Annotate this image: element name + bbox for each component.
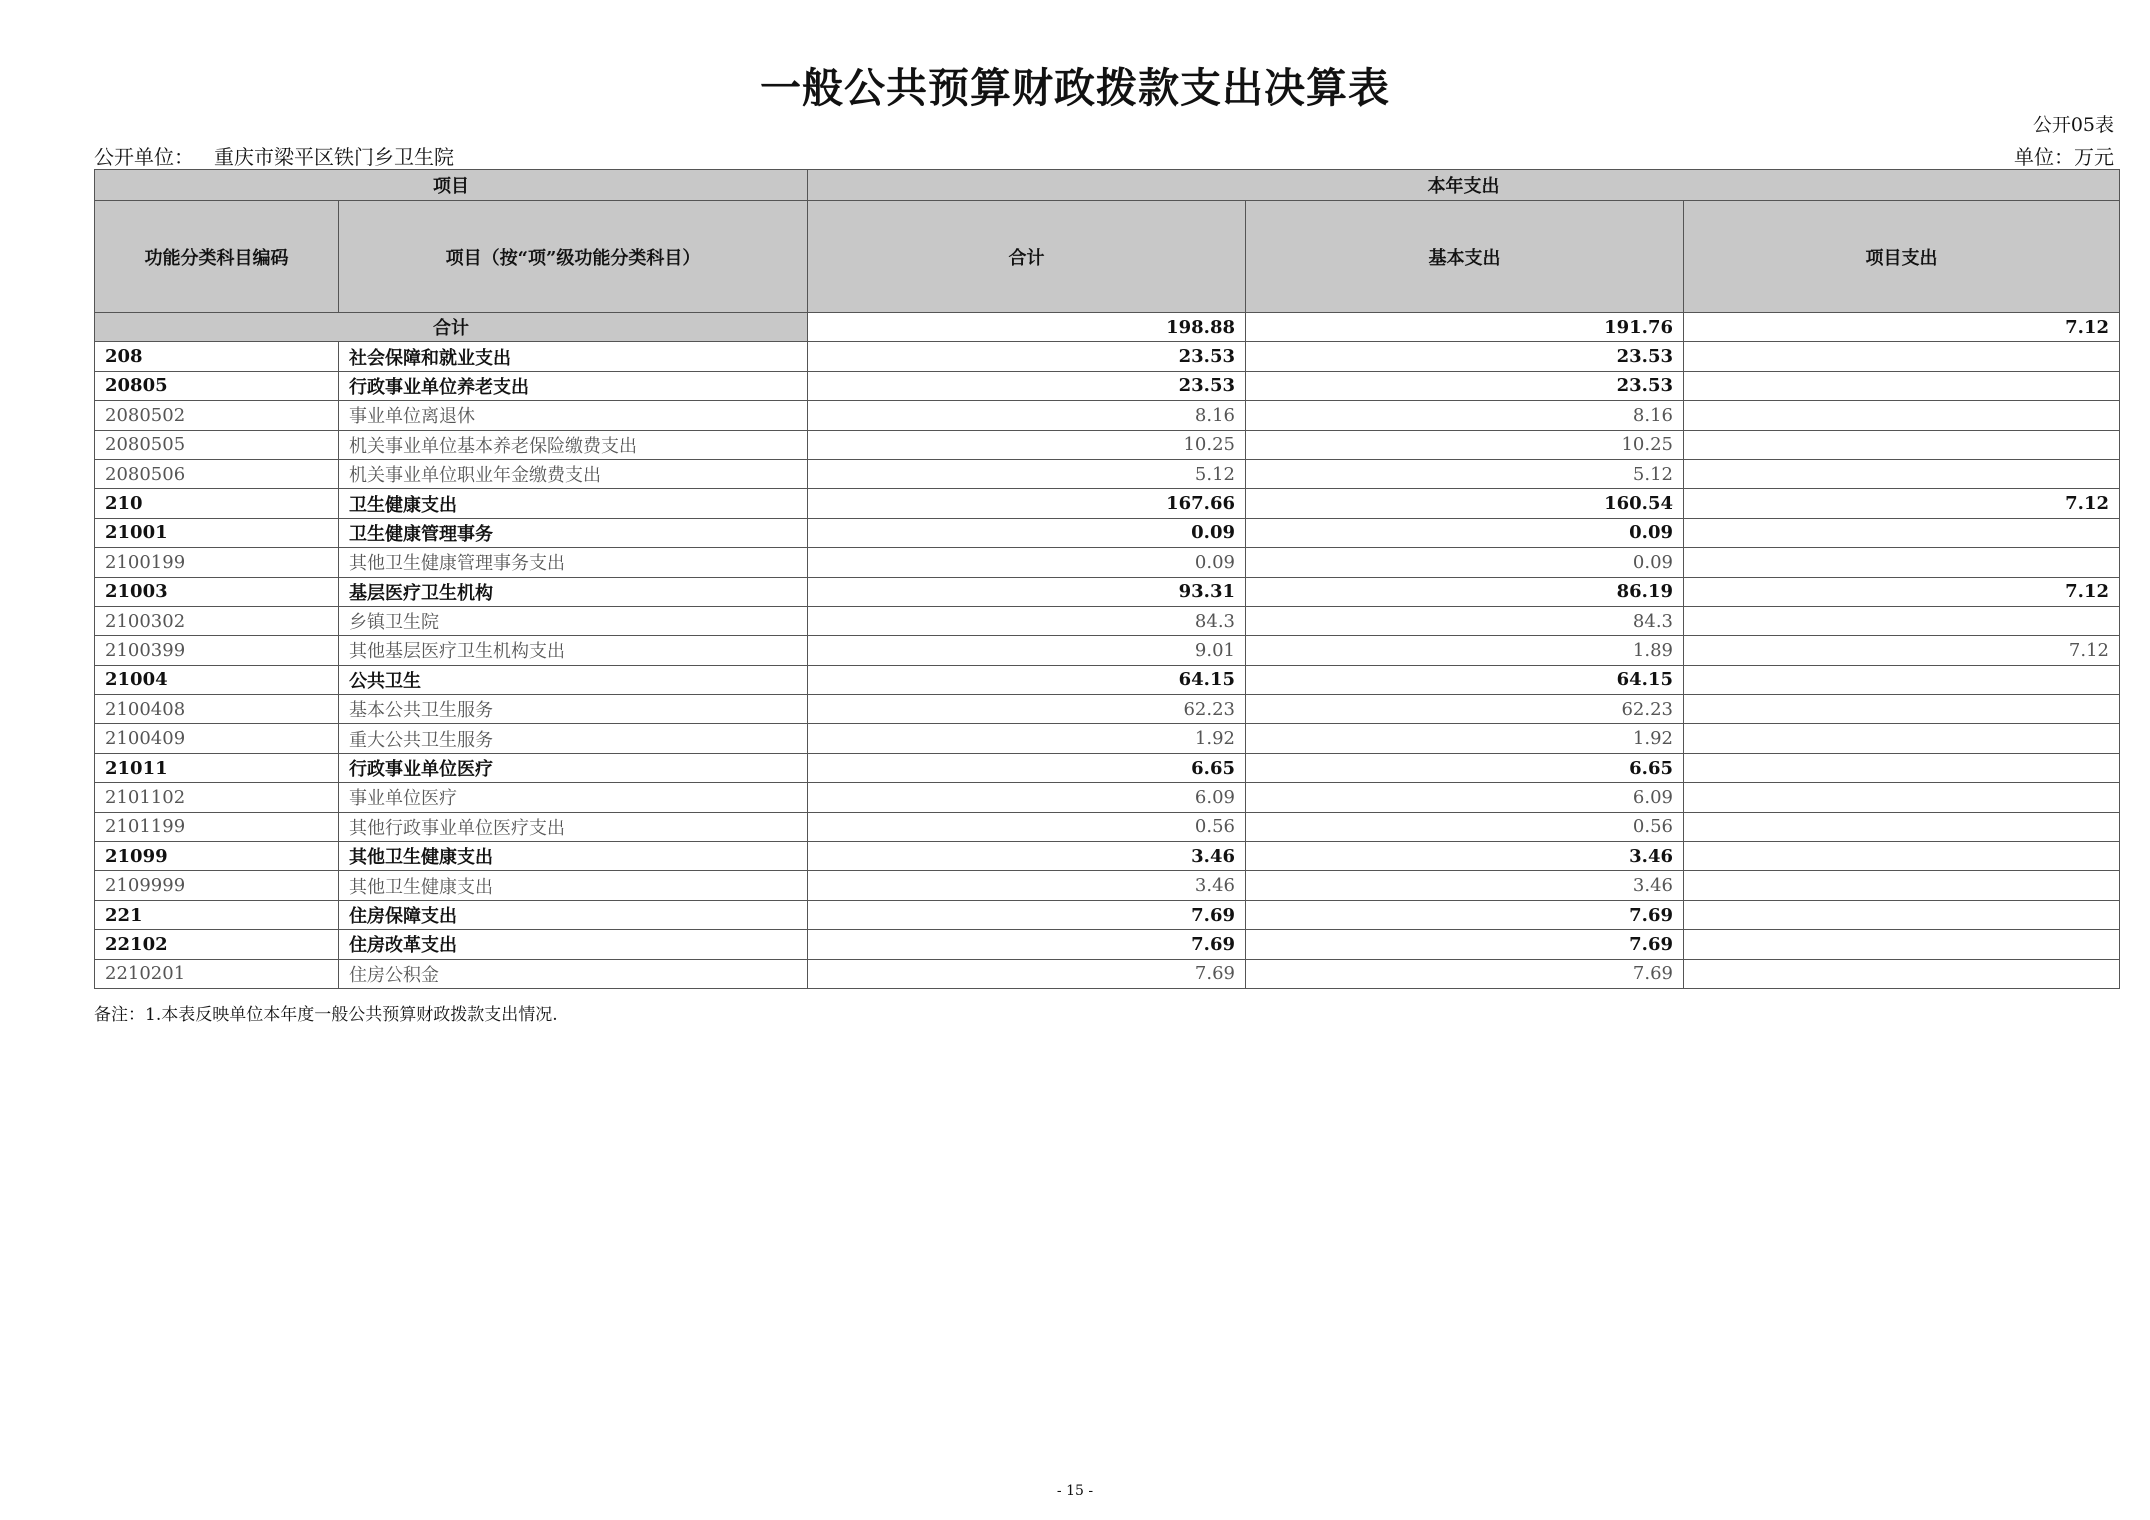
- row-total: 84.3: [808, 606, 1246, 635]
- row-project: 7.12: [1684, 636, 2120, 665]
- header-total: 合计: [808, 201, 1246, 313]
- row-name: 乡镇卫生院: [339, 606, 808, 635]
- total-project: 7.12: [1684, 313, 2120, 342]
- row-project: [1684, 812, 2120, 841]
- row-total: 3.46: [808, 842, 1246, 871]
- row-total: 6.09: [808, 783, 1246, 812]
- table-row: [95, 606, 2120, 635]
- organization: [94, 141, 454, 170]
- row-total: 6.65: [808, 753, 1246, 782]
- table-row: [95, 900, 2120, 929]
- footnote: 备注：1.本表反映单位本年度一般公共预算财政拨款支出情况.: [94, 1005, 558, 1025]
- row-basic: 8.16: [1246, 401, 1684, 430]
- row-project: [1684, 548, 2120, 577]
- organization-name: 重庆市梁平区铁门乡卫生院: [214, 145, 454, 169]
- table-row: [95, 753, 2120, 782]
- row-name: 社会保障和就业支出: [339, 342, 808, 371]
- table-row: [95, 577, 2120, 606]
- row-name: 其他卫生健康支出: [339, 871, 808, 900]
- row-code: 2210201: [95, 959, 339, 988]
- row-basic: 84.3: [1246, 606, 1684, 635]
- table-row: [95, 695, 2120, 724]
- row-project: [1684, 900, 2120, 929]
- total-value: 198.88: [808, 313, 1246, 342]
- page-number: - 15 -: [1056, 1483, 1094, 1499]
- row-total: 167.66: [808, 489, 1246, 518]
- row-total: 7.69: [808, 959, 1246, 988]
- table-row: [95, 371, 2120, 400]
- row-basic: 1.89: [1246, 636, 1684, 665]
- row-total: 0.56: [808, 812, 1246, 841]
- row-basic: 1.92: [1246, 724, 1684, 753]
- row-total: 3.46: [808, 871, 1246, 900]
- row-code: 2080506: [95, 459, 339, 488]
- organization-label: 公开单位：: [94, 145, 194, 169]
- row-basic: 23.53: [1246, 342, 1684, 371]
- table-row: [95, 959, 2120, 988]
- row-name: 住房公积金: [339, 959, 808, 988]
- row-total: 62.23: [808, 695, 1246, 724]
- row-project: [1684, 783, 2120, 812]
- row-total: 93.31: [808, 577, 1246, 606]
- row-code: 208: [95, 342, 339, 371]
- row-basic: 160.54: [1246, 489, 1684, 518]
- row-basic: 0.09: [1246, 548, 1684, 577]
- row-name: 其他基层医疗卫生机构支出: [339, 636, 808, 665]
- header-code: 功能分类科目编码: [95, 201, 339, 313]
- row-total: 0.09: [808, 518, 1246, 547]
- row-name: 事业单位医疗: [339, 783, 808, 812]
- row-total: 5.12: [808, 459, 1246, 488]
- row-total: 0.09: [808, 548, 1246, 577]
- row-code: 21001: [95, 518, 339, 547]
- row-total: 64.15: [808, 665, 1246, 694]
- row-basic: 62.23: [1246, 695, 1684, 724]
- row-code: 210: [95, 489, 339, 518]
- row-project: 7.12: [1684, 489, 2120, 518]
- row-code: 2101199: [95, 812, 339, 841]
- header-basic: 基本支出: [1246, 201, 1684, 313]
- row-project: [1684, 401, 2120, 430]
- total-label: 合计: [95, 313, 808, 342]
- row-project: [1684, 371, 2120, 400]
- row-name: 行政事业单位医疗: [339, 753, 808, 782]
- table-row: [95, 548, 2120, 577]
- header-group-items: 项目: [95, 170, 808, 201]
- table-row: [95, 430, 2120, 459]
- row-project: [1684, 695, 2120, 724]
- row-project: [1684, 518, 2120, 547]
- row-name: 基层医疗卫生机构: [339, 577, 808, 606]
- row-code: 2100199: [95, 548, 339, 577]
- row-total: 10.25: [808, 430, 1246, 459]
- header-project: 项目支出: [1684, 201, 2120, 313]
- row-total: 23.53: [808, 371, 1246, 400]
- row-code: 21011: [95, 753, 339, 782]
- row-name: 机关事业单位职业年金缴费支出: [339, 459, 808, 488]
- row-project: [1684, 871, 2120, 900]
- row-code: 21003: [95, 577, 339, 606]
- row-name: 其他卫生健康管理事务支出: [339, 548, 808, 577]
- row-code: 2100399: [95, 636, 339, 665]
- row-name: 事业单位离退休: [339, 401, 808, 430]
- row-code: 21099: [95, 842, 339, 871]
- table-row: [95, 489, 2120, 518]
- row-basic: 6.65: [1246, 753, 1684, 782]
- total-row: [95, 313, 2120, 342]
- row-code: 2100409: [95, 724, 339, 753]
- row-project: [1684, 459, 2120, 488]
- table-row: [95, 842, 2120, 871]
- table-row: [95, 665, 2120, 694]
- row-total: 9.01: [808, 636, 1246, 665]
- row-project: [1684, 930, 2120, 959]
- row-total: 23.53: [808, 342, 1246, 371]
- row-project: [1684, 753, 2120, 782]
- row-total: 8.16: [808, 401, 1246, 430]
- row-basic: 3.46: [1246, 871, 1684, 900]
- unit-line: [94, 141, 2114, 170]
- row-project: [1684, 606, 2120, 635]
- row-name: 住房保障支出: [339, 900, 808, 929]
- row-name: 住房改革支出: [339, 930, 808, 959]
- row-code: 2109999: [95, 871, 339, 900]
- row-name: 公共卫生: [339, 665, 808, 694]
- row-project: [1684, 430, 2120, 459]
- row-project: [1684, 959, 2120, 988]
- row-total: 1.92: [808, 724, 1246, 753]
- row-name: 基本公共卫生服务: [339, 695, 808, 724]
- row-basic: 5.12: [1246, 459, 1684, 488]
- row-basic: 23.53: [1246, 371, 1684, 400]
- table-row: [95, 401, 2120, 430]
- table-row: [95, 518, 2120, 547]
- row-basic: 10.25: [1246, 430, 1684, 459]
- table-row: [95, 812, 2120, 841]
- row-code: 2100408: [95, 695, 339, 724]
- row-basic: 6.09: [1246, 783, 1684, 812]
- table-row: [95, 459, 2120, 488]
- table-row: [95, 342, 2120, 371]
- table-row: [95, 930, 2120, 959]
- row-project: 7.12: [1684, 577, 2120, 606]
- row-code: 2080505: [95, 430, 339, 459]
- row-name: 其他卫生健康支出: [339, 842, 808, 871]
- row-project: [1684, 342, 2120, 371]
- row-code: 21004: [95, 665, 339, 694]
- row-basic: 0.09: [1246, 518, 1684, 547]
- row-basic: 0.56: [1246, 812, 1684, 841]
- row-code: 221: [95, 900, 339, 929]
- header-item-name: 项目（按“项”级功能分类科目）: [339, 201, 808, 313]
- row-basic: 7.69: [1246, 900, 1684, 929]
- table-row: [95, 724, 2120, 753]
- row-code: 22102: [95, 930, 339, 959]
- row-project: [1684, 842, 2120, 871]
- row-basic: 86.19: [1246, 577, 1684, 606]
- row-basic: 7.69: [1246, 930, 1684, 959]
- table-row: [95, 783, 2120, 812]
- row-code: 20805: [95, 371, 339, 400]
- header-group-expenditure: 本年支出: [808, 170, 2120, 201]
- row-basic: 64.15: [1246, 665, 1684, 694]
- form-number: 公开05表: [2032, 114, 2114, 136]
- row-name: 卫生健康支出: [339, 489, 808, 518]
- table-row: [95, 636, 2120, 665]
- row-name: 行政事业单位养老支出: [339, 371, 808, 400]
- row-basic: 7.69: [1246, 959, 1684, 988]
- row-name: 卫生健康管理事务: [339, 518, 808, 547]
- currency-unit: 单位：万元: [2014, 145, 2114, 169]
- row-name: 重大公共卫生服务: [339, 724, 808, 753]
- row-code: 2100302: [95, 606, 339, 635]
- row-project: [1684, 724, 2120, 753]
- row-total: 7.69: [808, 930, 1246, 959]
- expenditure-table: [94, 169, 2120, 989]
- row-code: 2080502: [95, 401, 339, 430]
- document-title: 一般公共预算财政拨款支出决算表: [760, 64, 1390, 112]
- row-code: 2101102: [95, 783, 339, 812]
- row-name: 其他行政事业单位医疗支出: [339, 812, 808, 841]
- row-name: 机关事业单位基本养老保险缴费支出: [339, 430, 808, 459]
- row-project: [1684, 665, 2120, 694]
- total-basic: 191.76: [1246, 313, 1684, 342]
- row-basic: 3.46: [1246, 842, 1684, 871]
- row-total: 7.69: [808, 900, 1246, 929]
- table-row: [95, 871, 2120, 900]
